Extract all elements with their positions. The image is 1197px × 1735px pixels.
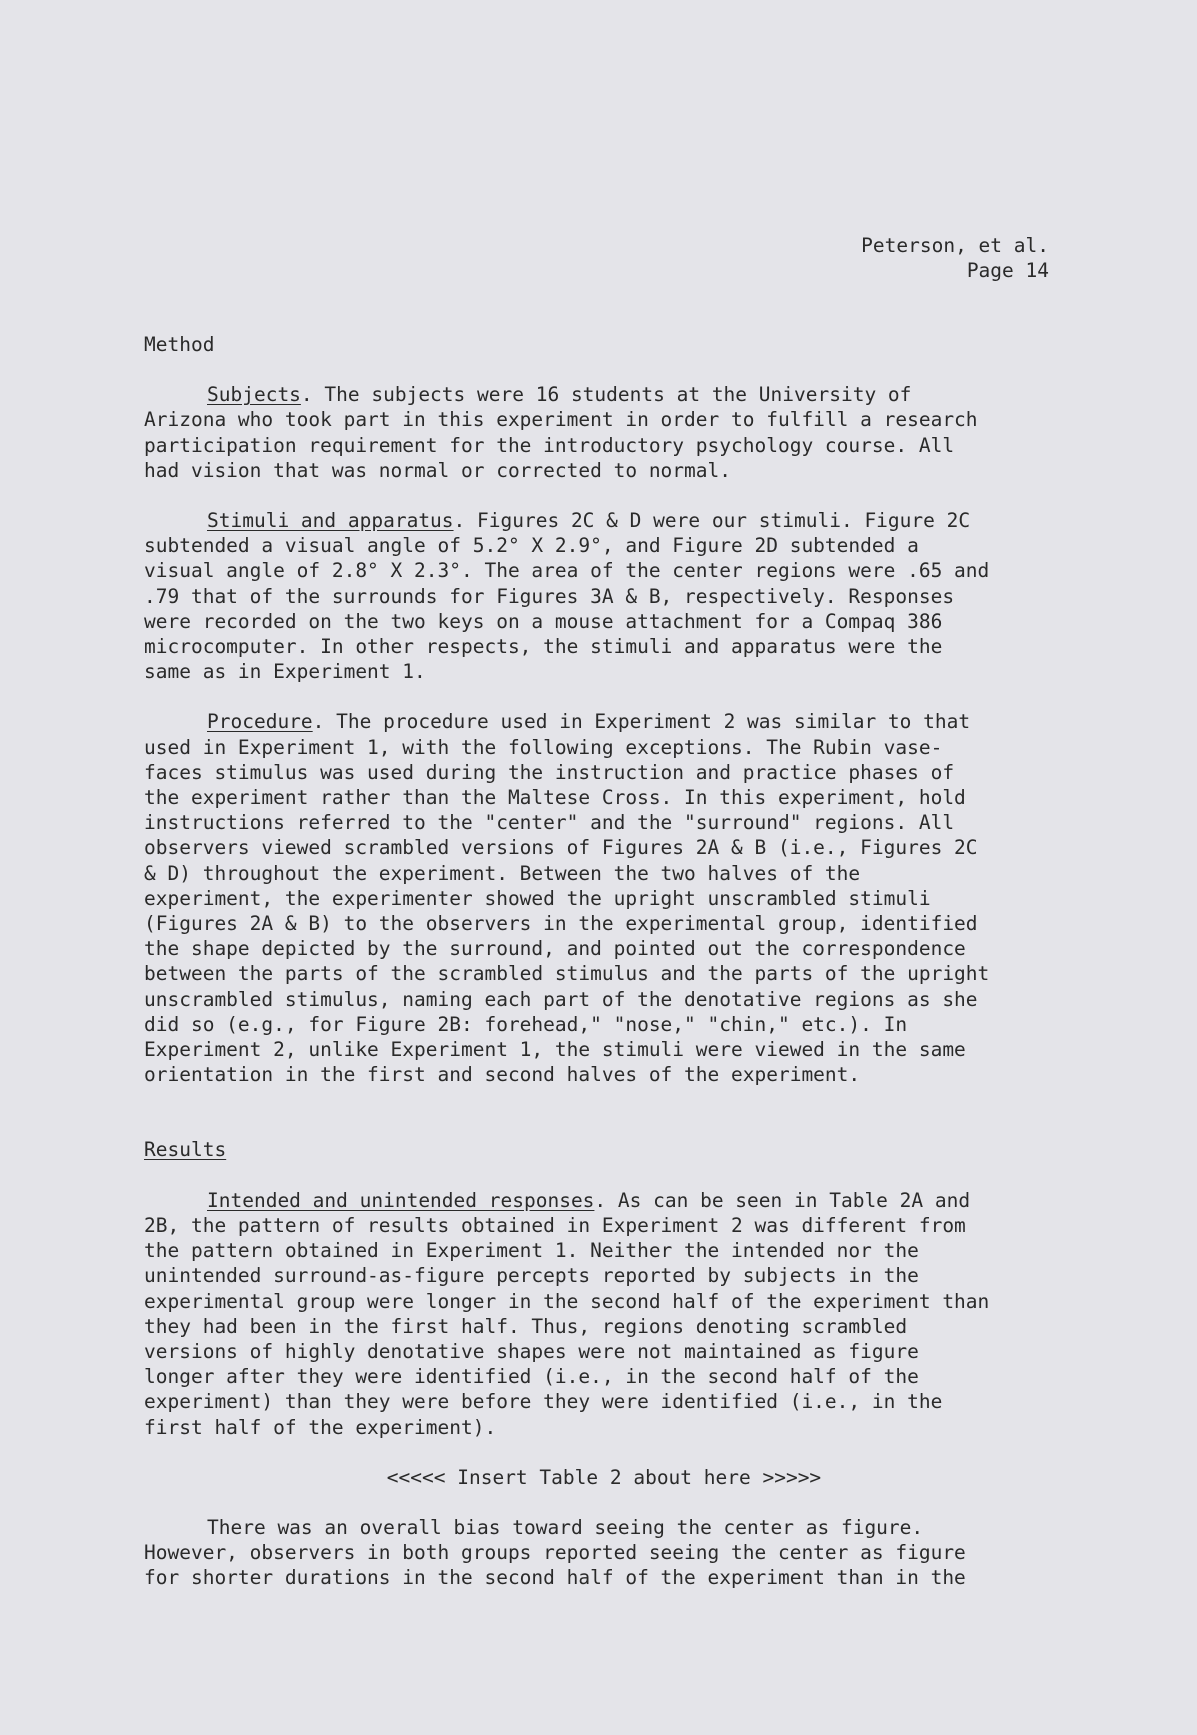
paragraph-line: were recorded on the two keys on a mouse attachment for a Compaq 386 [144,609,943,633]
paragraph-line: . As can be seen in Table 2A and [594,1188,971,1212]
paragraph-stimuli [144,508,1064,684]
paragraph-intended-responses [144,1188,1064,1440]
header-page-number: Page 14 [966,259,1049,283]
running-header [861,233,1049,283]
section-heading-method: Method [144,333,215,356]
paragraph-line: used in Experiment 1, with the following exceptions. The Rubin vase- [144,735,943,759]
paragraph-line: .79 that of the surrounds for Figures 3A & B, respectively. Responses [144,584,955,608]
paragraph-line: did so (e.g., for Figure 2B: forehead," "nose," "chin," etc.). In [144,1012,908,1036]
paragraph-line: Experiment 2, unlike Experiment 1, the stimuli were viewed in the same [144,1038,966,1062]
paragraph-line: (Figures 2A & B) to the observers in the experimental group, identified [144,912,978,936]
paragraph-line: observers viewed scrambled versions of Figures 2A & B (i.e., Figures 2C [144,836,978,860]
paragraph-line: However, observers in both groups reported seeing the center as figure [144,1541,966,1565]
paragraph-line: subtended a visual angle of 5.2° X 2.9°, and Figure 2D subtended a [144,534,919,558]
paragraph-line: they had been in the first half. Thus, regions denoting scrambled [144,1314,908,1338]
header-author: Peterson, et al. [861,234,1049,257]
paragraph-line: & D) throughout the experiment. Between the two halves of the [144,861,861,885]
paragraph-line: the pattern obtained in Experiment 1. Neither the intended nor the [144,1239,919,1263]
paragraph-line: microcomputer. In other respects, the stimuli and apparatus were the [144,635,943,659]
paragraph-line: visual angle of 2.8° X 2.3°. The area of the center regions were .65 and [144,559,990,583]
paragraph-line: longer after they were identified (i.e., in the second half of the [144,1365,919,1389]
paragraph-line: unscrambled stimulus, naming each part of the denotative regions as she [144,987,978,1011]
paragraph-line: participation requirement for the introductory psychology course. All [144,433,955,457]
subheading-procedure: Procedure [207,710,313,734]
document-body [144,332,1064,1591]
subheading-subjects: Subjects [207,383,301,407]
insert-table-note: <<<<< Insert Table 2 about here >>>>> [386,1465,822,1489]
paragraph-line: for shorter durations in the second half of the experiment than in the [144,1566,966,1590]
paragraph-center-bias [144,1515,1064,1591]
paragraph-line: orientation in the first and second halves of the experiment. [144,1063,861,1087]
paragraph-line: the experiment rather than the Maltese Cross. In this experiment, hold [144,786,966,810]
paragraph-line: first half of the experiment). [144,1415,497,1439]
section-heading-results: Results [144,1138,227,1162]
paragraph-line: experiment) than they were before they were identified (i.e., in the [144,1390,943,1414]
paragraph-procedure [144,709,1064,1087]
paragraph-line: . Figures 2C & D were our stimuli. Figure 2C [453,509,971,533]
paragraph-line: 2B, the pattern of results obtained in Experiment 2 was different from [144,1213,966,1237]
paragraph-line: Arizona who took part in this experiment in order to fulfill a research [144,408,978,432]
paragraph-line: There was an overall bias toward seeing the center as figure. [207,1515,924,1539]
paragraph-line: faces stimulus was used during the instruction and practice phases of [144,760,955,784]
paragraph-line: between the parts of the scrambled stimulus and the parts of the upright [144,962,990,986]
subheading-stimuli: Stimuli and apparatus [207,509,454,533]
paragraph-subjects [144,382,1064,483]
paragraph-line: the shape depicted by the surround, and pointed out the correspondence [144,937,966,961]
paragraph-line: instructions referred to the "center" and the "surround" regions. All [144,811,955,835]
paragraph-line: . The procedure used in Experiment 2 was similar to that [312,710,971,734]
paragraph-line: unintended surround-as-figure percepts reported by subjects in the [144,1264,919,1288]
paragraph-line: had vision that was normal or corrected to normal. [144,458,731,482]
subheading-intended-responses: Intended and unintended responses [207,1188,595,1212]
paragraph-line: experiment, the experimenter showed the upright unscrambled stimuli [144,886,931,910]
paragraph-line: . The subjects were 16 students at the University of [300,383,912,407]
paragraph-line: same as in Experiment 1. [144,660,426,684]
paragraph-line: versions of highly denotative shapes were not maintained as figure [144,1339,919,1363]
paragraph-line: experimental group were longer in the second half of the experiment than [144,1289,990,1313]
